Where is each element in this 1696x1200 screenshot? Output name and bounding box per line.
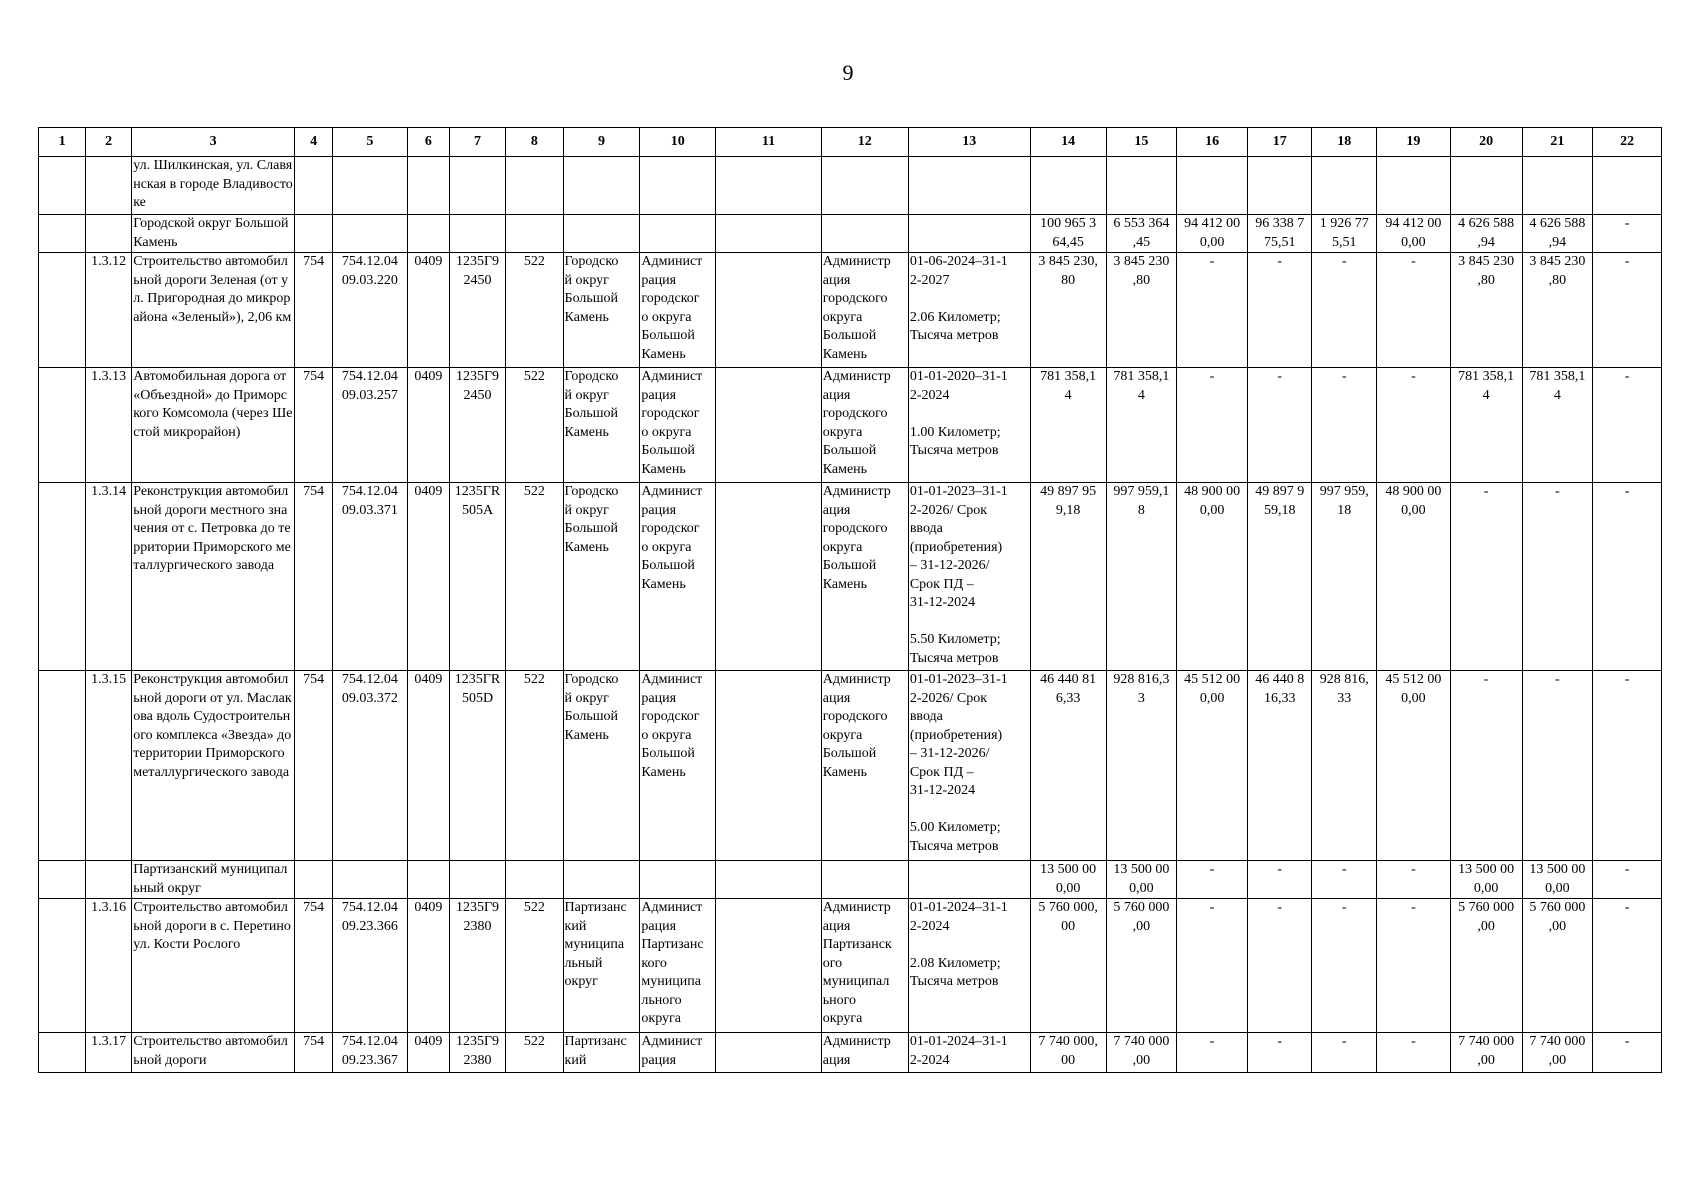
table-cell: 1.3.13 [86, 368, 132, 483]
table-cell [1177, 157, 1248, 215]
table-cell: - [1177, 253, 1248, 368]
table-cell: Строительство автомобильной дороги [132, 1033, 295, 1073]
table-cell: Админист рация городског о округа Большой Камень [640, 253, 716, 368]
table-cell: 46 440 8 16,33 [1247, 671, 1312, 861]
table-cell: - [1522, 671, 1593, 861]
table-cell: - [1312, 253, 1377, 368]
page-number: 9 [842, 60, 854, 85]
table-cell: Городско й округ Большой Камень [563, 368, 640, 483]
table-cell [640, 215, 716, 253]
table-cell: 5 760 000 ,00 [1106, 899, 1177, 1033]
table-cell: 13 500 00 0,00 [1450, 861, 1522, 899]
table-cell: 928 816,3 3 [1106, 671, 1177, 861]
table-cell [716, 215, 822, 253]
column-header: 19 [1377, 128, 1451, 157]
table-cell [1247, 157, 1312, 215]
table-cell: - [1593, 253, 1662, 368]
table-cell: Админист рация Партизанс кого муниципа льного округа [640, 899, 716, 1033]
table-cell: Строительство автомобильной дороги в с. Перетино ул. Кости Рослого [132, 899, 295, 1033]
table-cell: 1.3.14 [86, 483, 132, 671]
table-cell [333, 157, 408, 215]
table-cell: 7 740 000 ,00 [1106, 1033, 1177, 1073]
column-header: 18 [1312, 128, 1377, 157]
table-cell: Администр ация городского округа Большой Камень [821, 671, 908, 861]
table-cell: Городской округ Большой Камень [132, 215, 295, 253]
table-cell [407, 861, 449, 899]
table-cell: Админист рация городског о округа Большой Камень [640, 483, 716, 671]
table-cell: 522 [506, 1033, 563, 1073]
table-cell [39, 253, 86, 368]
table-cell: 7 740 000 ,00 [1450, 1033, 1522, 1073]
table-cell: - [1593, 671, 1662, 861]
table-cell: 01-06-2024–31-1 2-2027 2.06 Километр; Тысяча метров [908, 253, 1030, 368]
table-cell: 997 959,1 8 [1106, 483, 1177, 671]
table-cell [333, 215, 408, 253]
table-cell [407, 215, 449, 253]
table-cell [716, 671, 822, 861]
table-cell: - [1177, 861, 1248, 899]
table-cell: - [1247, 368, 1312, 483]
table-cell: - [1377, 899, 1451, 1033]
table-cell: - [1593, 483, 1662, 671]
table-cell: Администр ация [821, 1033, 908, 1073]
table-cell: 6 553 364 ,45 [1106, 215, 1177, 253]
table-cell: 1.3.17 [86, 1033, 132, 1073]
table-cell [506, 215, 563, 253]
table-cell: 94 412 00 0,00 [1177, 215, 1248, 253]
table-cell [1312, 157, 1377, 215]
column-header: 2 [86, 128, 132, 157]
table-cell: Админист рация городског о округа Большой Камень [640, 671, 716, 861]
column-header: 7 [449, 128, 505, 157]
table-cell: 01-01-2020–31-1 2-2024 1.00 Километр; Тысяча метров [908, 368, 1030, 483]
table-cell [39, 899, 86, 1033]
table-cell: 46 440 81 6,33 [1030, 671, 1106, 861]
table-cell: 01-01-2023–31-1 2-2026/ Срок ввода (приобретения) – 31-12-2026/ Срок ПД – 31-12-2024 5.00 Километр; Тысяча метров [908, 671, 1030, 861]
table-cell [295, 215, 333, 253]
table-cell: 0409 [407, 671, 449, 861]
table-cell: Админист рация [640, 1033, 716, 1073]
table-cell: 522 [506, 368, 563, 483]
table-row [39, 368, 1662, 483]
table-cell: - [1522, 483, 1593, 671]
table-cell: 5 760 000, 00 [1030, 899, 1106, 1033]
table-cell: Партизанс кий муниципа льный округ [563, 899, 640, 1033]
table-cell: - [1312, 368, 1377, 483]
table-cell: - [1377, 861, 1451, 899]
table-row [39, 671, 1662, 861]
table-cell [640, 157, 716, 215]
table-cell [563, 157, 640, 215]
table-cell: 781 358,1 4 [1106, 368, 1177, 483]
table-cell [563, 861, 640, 899]
table-cell: 754.12.04 09.23.366 [333, 899, 408, 1033]
table-cell [295, 861, 333, 899]
table-row [39, 1033, 1662, 1073]
table-cell: - [1377, 253, 1451, 368]
table-cell: - [1177, 899, 1248, 1033]
table-cell: 754 [295, 253, 333, 368]
table-cell: 0409 [407, 899, 449, 1033]
table-cell [821, 215, 908, 253]
table-cell [39, 215, 86, 253]
table-cell [86, 861, 132, 899]
table-cell [506, 861, 563, 899]
table-cell: 1235Г9 2380 [449, 1033, 505, 1073]
table-cell [1377, 157, 1451, 215]
table-cell [449, 861, 505, 899]
table-cell: 7 740 000 ,00 [1522, 1033, 1593, 1073]
table-cell: Администр ация городского округа Большой Камень [821, 253, 908, 368]
table-cell [333, 861, 408, 899]
table-cell: 754.12.04 09.03.372 [333, 671, 408, 861]
table-cell [716, 368, 822, 483]
table-cell: 7 740 000, 00 [1030, 1033, 1106, 1073]
table-cell: 754 [295, 899, 333, 1033]
table-cell: - [1247, 1033, 1312, 1073]
table-cell: 5 760 000 ,00 [1522, 899, 1593, 1033]
table-cell: 01-01-2024–31-1 2-2024 [908, 1033, 1030, 1073]
header-row [39, 128, 1662, 157]
table-cell: Строительство автомобильной дороги Зеленая (от ул. Пригородная до микрорайона «Зеленый»), 2,06 км [132, 253, 295, 368]
table-row [39, 483, 1662, 671]
table-cell: 1.3.16 [86, 899, 132, 1033]
table-cell [640, 861, 716, 899]
table-cell: 754 [295, 368, 333, 483]
table-cell: 754 [295, 1033, 333, 1073]
table-cell: - [1450, 671, 1522, 861]
table-cell [39, 368, 86, 483]
column-header: 8 [506, 128, 563, 157]
table-cell [716, 1033, 822, 1073]
table-cell: 45 512 00 0,00 [1177, 671, 1248, 861]
table-cell [716, 861, 822, 899]
table-cell: 100 965 3 64,45 [1030, 215, 1106, 253]
table-cell [39, 1033, 86, 1073]
table-cell [449, 215, 505, 253]
table-cell: 522 [506, 899, 563, 1033]
table-cell [716, 899, 822, 1033]
table-cell [908, 157, 1030, 215]
table-cell [716, 483, 822, 671]
column-header: 3 [132, 128, 295, 157]
table-cell: 754 [295, 483, 333, 671]
table-cell: - [1593, 861, 1662, 899]
column-header: 14 [1030, 128, 1106, 157]
table-cell: 0409 [407, 253, 449, 368]
table-cell: 13 500 00 0,00 [1522, 861, 1593, 899]
table-cell: 48 900 00 0,00 [1177, 483, 1248, 671]
table-cell: Автомобильная дорога от «Объездной» до Приморского Комсомола (через Шестой микрорайон) [132, 368, 295, 483]
table-cell: - [1593, 215, 1662, 253]
table-cell [506, 157, 563, 215]
table-cell: 01-01-2024–31-1 2-2024 2.08 Километр; Тысяча метров [908, 899, 1030, 1033]
column-header: 5 [333, 128, 408, 157]
table-cell: Городско й округ Большой Камень [563, 671, 640, 861]
table-cell: 522 [506, 671, 563, 861]
table-cell: 754.12.04 09.03.220 [333, 253, 408, 368]
table-cell: - [1450, 483, 1522, 671]
table-cell: Администр ация городского округа Большой Камень [821, 368, 908, 483]
column-header: 4 [295, 128, 333, 157]
table-cell: - [1593, 1033, 1662, 1073]
table-cell: - [1312, 861, 1377, 899]
table-cell: - [1593, 899, 1662, 1033]
table-cell: 45 512 00 0,00 [1377, 671, 1451, 861]
table-cell: 754.12.04 09.03.371 [333, 483, 408, 671]
table-cell: - [1247, 899, 1312, 1033]
table-cell: 96 338 7 75,51 [1247, 215, 1312, 253]
column-header: 6 [407, 128, 449, 157]
table-cell: 754.12.04 09.23.367 [333, 1033, 408, 1073]
table-cell: 3 845 230 ,80 [1450, 253, 1522, 368]
table-cell: 0409 [407, 483, 449, 671]
table-row [39, 215, 1662, 253]
table-cell: 1235ГR 505A [449, 483, 505, 671]
table-row [39, 899, 1662, 1033]
table-cell: 754.12.04 09.03.257 [333, 368, 408, 483]
table-cell [908, 215, 1030, 253]
table-cell: 1.3.12 [86, 253, 132, 368]
column-header: 22 [1593, 128, 1662, 157]
column-header: 16 [1177, 128, 1248, 157]
table-cell: 781 358,1 4 [1522, 368, 1593, 483]
table-cell [449, 157, 505, 215]
table-cell: 13 500 00 0,00 [1106, 861, 1177, 899]
table-cell: 781 358,1 4 [1030, 368, 1106, 483]
budget-table [38, 127, 1662, 1073]
table-cell: 49 897 95 9,18 [1030, 483, 1106, 671]
table-cell: - [1177, 368, 1248, 483]
table-cell: - [1377, 368, 1451, 483]
table-cell: 1235Г9 2380 [449, 899, 505, 1033]
table-cell: 997 959, 18 [1312, 483, 1377, 671]
column-header: 13 [908, 128, 1030, 157]
table-cell [821, 861, 908, 899]
table-cell: 0409 [407, 1033, 449, 1073]
table-cell: 1235ГR 505D [449, 671, 505, 861]
column-header: 21 [1522, 128, 1593, 157]
table-cell: Реконструкция автомобильной дороги местного значения от с. Петровка до территории Приморского металлургического завода [132, 483, 295, 671]
column-header: 12 [821, 128, 908, 157]
table-cell: 48 900 00 0,00 [1377, 483, 1451, 671]
table-cell: 522 [506, 483, 563, 671]
column-header: 1 [39, 128, 86, 157]
table-cell: 1235Г9 2450 [449, 368, 505, 483]
table-cell: 5 760 000 ,00 [1450, 899, 1522, 1033]
table-cell [908, 861, 1030, 899]
table-cell: 1 926 77 5,51 [1312, 215, 1377, 253]
table-cell: Городско й округ Большой Камень [563, 483, 640, 671]
column-header: 11 [716, 128, 822, 157]
table-cell [86, 157, 132, 215]
table-cell: Партизанс кий [563, 1033, 640, 1073]
table-cell [716, 253, 822, 368]
table-cell [39, 861, 86, 899]
table-cell: 13 500 00 0,00 [1030, 861, 1106, 899]
table-cell [1593, 157, 1662, 215]
table-cell: Администр ация Партизанск ого муниципал ьного округа [821, 899, 908, 1033]
table-row [39, 253, 1662, 368]
table-cell: 4 626 588 ,94 [1522, 215, 1593, 253]
column-header: 15 [1106, 128, 1177, 157]
table-cell [39, 671, 86, 861]
table-cell: Городско й округ Большой Камень [563, 253, 640, 368]
table-cell: - [1247, 253, 1312, 368]
table-cell: 522 [506, 253, 563, 368]
table-cell: 781 358,1 4 [1450, 368, 1522, 483]
table-row [39, 861, 1662, 899]
table-cell: - [1177, 1033, 1248, 1073]
table-cell [1106, 157, 1177, 215]
table-cell [563, 215, 640, 253]
table-cell [1030, 157, 1106, 215]
table-cell [39, 483, 86, 671]
table-cell: 928 816, 33 [1312, 671, 1377, 861]
table-cell: - [1377, 1033, 1451, 1073]
column-header: 20 [1450, 128, 1522, 157]
table-cell: 3 845 230 ,80 [1522, 253, 1593, 368]
table-cell: Реконструкция автомобильной дороги от ул. Маслакова вдоль Судостроительного комплекса «Звезда» до территории Приморского металлургического завода [132, 671, 295, 861]
table-cell [86, 215, 132, 253]
table-cell: 1.3.15 [86, 671, 132, 861]
table-cell [1450, 157, 1522, 215]
table-cell [716, 157, 822, 215]
table-cell [821, 157, 908, 215]
table-cell: - [1312, 899, 1377, 1033]
table-cell: 01-01-2023–31-1 2-2026/ Срок ввода (приобретения) – 31-12-2026/ Срок ПД – 31-12-2024 5.50 Километр; Тысяча метров [908, 483, 1030, 671]
table-cell: 3 845 230 ,80 [1106, 253, 1177, 368]
table-cell: 94 412 00 0,00 [1377, 215, 1451, 253]
table-cell: - [1593, 368, 1662, 483]
table-cell: 3 845 230, 80 [1030, 253, 1106, 368]
table-cell: 754 [295, 671, 333, 861]
table-cell: Админист рация городског о округа Большой Камень [640, 368, 716, 483]
table-cell: 1235Г9 2450 [449, 253, 505, 368]
table-cell [407, 157, 449, 215]
table-cell: ул. Шилкинская, ул. Славянская в городе Владивостоке [132, 157, 295, 215]
table-cell: - [1312, 1033, 1377, 1073]
column-header: 10 [640, 128, 716, 157]
column-header: 17 [1247, 128, 1312, 157]
table-cell: 0409 [407, 368, 449, 483]
table-cell: Администр ация городского округа Большой Камень [821, 483, 908, 671]
table-cell: Партизанский муниципальный округ [132, 861, 295, 899]
table-cell [295, 157, 333, 215]
table-row [39, 157, 1662, 215]
table-cell: - [1247, 861, 1312, 899]
table-cell: 4 626 588 ,94 [1450, 215, 1522, 253]
table-cell: 49 897 9 59,18 [1247, 483, 1312, 671]
table-cell [39, 157, 86, 215]
column-header: 9 [563, 128, 640, 157]
table-cell [1522, 157, 1593, 215]
